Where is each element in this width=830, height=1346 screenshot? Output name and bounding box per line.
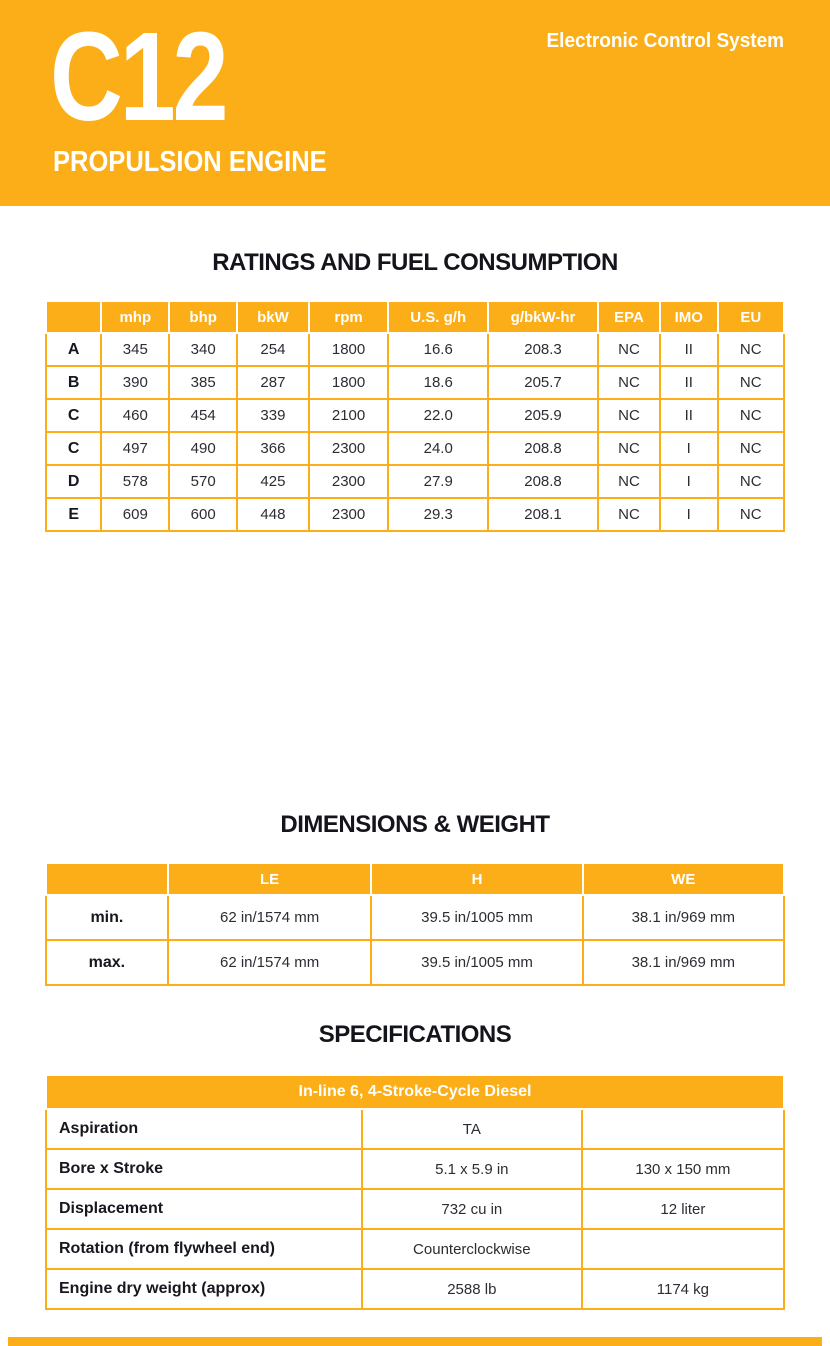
cell-value: 205.9 [488, 399, 598, 432]
masthead [0, 0, 830, 206]
cell-value: NC [718, 432, 784, 465]
cell-value: 1800 [309, 366, 389, 399]
cell-value: 570 [169, 465, 237, 498]
dimensions-table [45, 862, 785, 986]
cell-value: NC [718, 399, 784, 432]
cell-value: 38.1 in/969 mm [583, 895, 784, 940]
cell-value: 29.3 [388, 498, 488, 531]
cell-value: II [660, 366, 718, 399]
cell-value: Counterclockwise [362, 1229, 582, 1269]
cell-value: 1800 [309, 333, 389, 366]
cell-value: 39.5 in/1005 mm [371, 895, 582, 940]
table-row [46, 399, 784, 432]
cell-value: 345 [101, 333, 169, 366]
row-label: Aspiration [46, 1109, 362, 1149]
cell-value: 254 [237, 333, 309, 366]
cell-value: 22.0 [388, 399, 488, 432]
column-header-epa: EPA [598, 301, 660, 333]
table-row [46, 465, 784, 498]
row-label: Bore x Stroke [46, 1149, 362, 1189]
row-label: min. [46, 895, 168, 940]
dimensions-header-row [46, 863, 784, 895]
column-header-mhp: mhp [101, 301, 169, 333]
cell-value: 2300 [309, 498, 389, 531]
cell-value: 208.8 [488, 465, 598, 498]
cell-value: 339 [237, 399, 309, 432]
control-system-tagline: Electronic Control System [546, 30, 784, 52]
cell-value: 38.1 in/969 mm [583, 940, 784, 985]
cell-value: 208.8 [488, 432, 598, 465]
engine-model-title: C12 [50, 6, 226, 147]
table-row [46, 1109, 784, 1149]
column-header-h: H [371, 863, 582, 895]
row-label: Rotation (from flywheel end) [46, 1229, 362, 1269]
cell-value: 2100 [309, 399, 389, 432]
specifications-header-row [46, 1075, 784, 1109]
cell-value: 130 x 150 mm [582, 1149, 784, 1189]
cell-value: 2588 lb [362, 1269, 582, 1309]
row-label: Displacement [46, 1189, 362, 1229]
column-header-bhp: bhp [169, 301, 237, 333]
cell-value: 62 in/1574 mm [168, 895, 372, 940]
cell-value: 340 [169, 333, 237, 366]
ratings-section-title: RATINGS AND FUEL CONSUMPTION [212, 249, 618, 276]
column-header-rpm: rpm [309, 301, 389, 333]
row-label: Engine dry weight (approx) [46, 1269, 362, 1309]
column-header-eu: EU [718, 301, 784, 333]
cell-value: NC [598, 498, 660, 531]
cell-value: II [660, 333, 718, 366]
column-header-bkw: bkW [237, 301, 309, 333]
cell-value: 460 [101, 399, 169, 432]
cell-value: NC [718, 465, 784, 498]
cell-value: 732 cu in [362, 1189, 582, 1229]
cell-value [582, 1229, 784, 1269]
cell-value: NC [718, 333, 784, 366]
cell-value: NC [718, 498, 784, 531]
cell-value: 448 [237, 498, 309, 531]
cell-value: I [660, 432, 718, 465]
ratings-header-row [46, 301, 784, 333]
specifications-table [45, 1074, 785, 1310]
row-label: B [46, 366, 101, 399]
cell-value: 1174 kg [582, 1269, 784, 1309]
cell-value: 5.1 x 5.9 in [362, 1149, 582, 1189]
table-row [46, 1149, 784, 1189]
table-row [46, 1229, 784, 1269]
cell-value: 490 [169, 432, 237, 465]
cell-value: NC [598, 333, 660, 366]
row-label: A [46, 333, 101, 366]
table-row [46, 366, 784, 399]
cell-value [582, 1109, 784, 1149]
table-row [46, 1189, 784, 1229]
cell-value: 24.0 [388, 432, 488, 465]
cell-value: 2300 [309, 465, 389, 498]
column-header-u-s-g-h: U.S. g/h [388, 301, 488, 333]
engine-type-header: In-line 6, 4-Stroke-Cycle Diesel [46, 1075, 784, 1109]
cell-value: 497 [101, 432, 169, 465]
cell-value: NC [598, 465, 660, 498]
table-row [46, 432, 784, 465]
specifications-section-title: SPECIFICATIONS [318, 1021, 512, 1048]
cell-value: NC [598, 366, 660, 399]
cell-value: II [660, 399, 718, 432]
cell-value: 390 [101, 366, 169, 399]
cell-value: 205.7 [488, 366, 598, 399]
cell-value: 600 [169, 498, 237, 531]
cell-value: 454 [169, 399, 237, 432]
ratings-table [45, 300, 785, 532]
column-header-blank [46, 301, 101, 333]
cell-value: 39.5 in/1005 mm [371, 940, 582, 985]
row-label: D [46, 465, 101, 498]
engine-subtitle: PROPULSION ENGINE [53, 146, 327, 178]
cell-value: 16.6 [388, 333, 488, 366]
cell-value: 2300 [309, 432, 389, 465]
dimensions-section-title: DIMENSIONS & WEIGHT [280, 811, 550, 838]
cell-value: 12 liter [582, 1189, 784, 1229]
column-header-blank [46, 863, 168, 895]
column-header-le: LE [168, 863, 372, 895]
cell-value: 208.1 [488, 498, 598, 531]
row-label: C [46, 432, 101, 465]
footer-bar [8, 1337, 822, 1346]
cell-value: 366 [237, 432, 309, 465]
table-row [46, 895, 784, 940]
cell-value: 27.9 [388, 465, 488, 498]
cell-value: 385 [169, 366, 237, 399]
cell-value: NC [718, 366, 784, 399]
table-row [46, 1269, 784, 1309]
table-row [46, 333, 784, 366]
cell-value: 208.3 [488, 333, 598, 366]
cell-value: I [660, 465, 718, 498]
cell-value: I [660, 498, 718, 531]
table-row [46, 940, 784, 985]
cell-value: 287 [237, 366, 309, 399]
cell-value: NC [598, 432, 660, 465]
cell-value: 609 [101, 498, 169, 531]
cell-value: 62 in/1574 mm [168, 940, 372, 985]
cell-value: 578 [101, 465, 169, 498]
cell-value: TA [362, 1109, 582, 1149]
table-row [46, 498, 784, 531]
row-label: C [46, 399, 101, 432]
cell-value: 425 [237, 465, 309, 498]
cell-value: 18.6 [388, 366, 488, 399]
column-header-g-bkw-hr: g/bkW-hr [488, 301, 598, 333]
column-header-imo: IMO [660, 301, 718, 333]
cell-value: NC [598, 399, 660, 432]
column-header-we: WE [583, 863, 784, 895]
row-label: E [46, 498, 101, 531]
row-label: max. [46, 940, 168, 985]
